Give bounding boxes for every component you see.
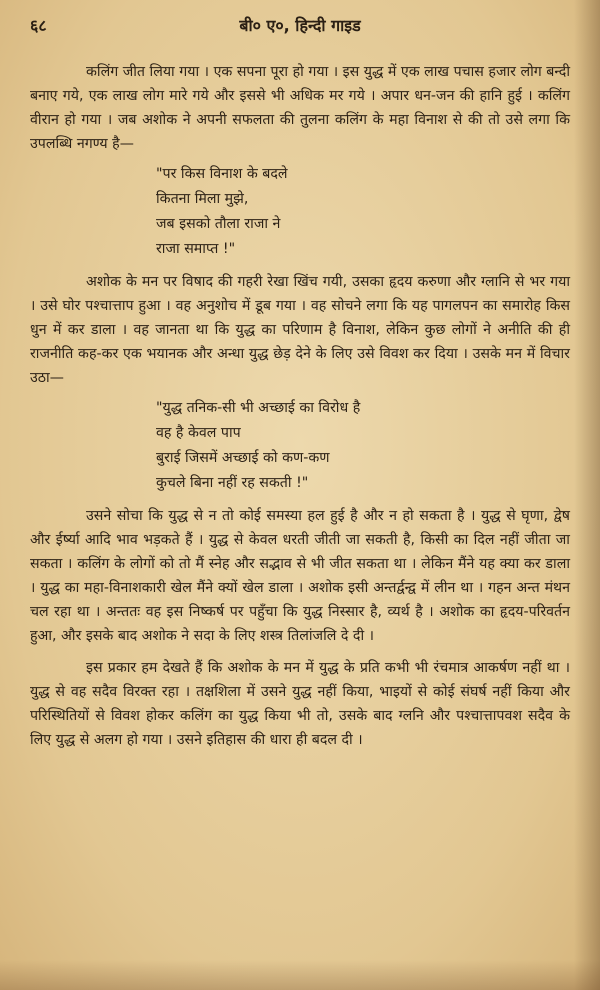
page-number: ६८: [30, 16, 47, 35]
verse-line: जब इसको तौला राजा ने: [156, 216, 281, 232]
paragraph-conclusion: इस प्रकार हम देखते हैं कि अशोक के मन में युद्ध के प्रति कभी भी रंचमात्र आकर्षण नहीं था । युद्ध से वह सदैव विरक्त रहा । तक्षशिला में उसने युद्ध नहीं किया, भाइयों से कोई संघर्ष नहीं किया और परिस्थितियों से विवश होकर कलिंग का युद्ध किया भी तो, उसके बाद ग्लनि और पश्चात्तापवश सदैव के लिए युद्ध से अलग हो गया । उसने इतिहास की धारा ही बदल दी ।: [30, 660, 570, 748]
verse-line: बुराई जिसमें अच्छाई को कण-कण: [156, 450, 330, 466]
paragraph-kalinga-conquest: कलिंग जीत लिया गया । एक सपना पूरा हो गया । इस युद्ध में एक लाख पचास हजार लोग बन्दी बनाए गये, एक लाख लोग मारे गये और इससे भी अधिक मर गये । अपार धन-जन की हानि हुई । कलिंग वीरान हो गया । जब अशोक ने अपनी सफलता की तुलना कलिंग के महा विनाश से की तो उसे लगा कि उपलब्धि नगण्य है—: [30, 64, 570, 152]
verse-block-1: [156, 162, 570, 262]
verse-block-2: [156, 396, 570, 496]
verse-line: वह है केवल पाप: [156, 425, 241, 441]
verse-line: कुचले बिना नहीं रह सकती !": [156, 475, 309, 491]
verse-line: "पर किस विनाश के बदले: [156, 166, 288, 182]
page-edge-shadow: [574, 0, 600, 990]
page-header: [30, 14, 570, 38]
verse-line: "युद्ध तनिक-सी भी अच्छाई का विरोध है: [156, 400, 361, 416]
paragraph-war-futility: उसने सोचा कि युद्ध से न तो कोई समस्या हल हुई है और न हो सकता है । युद्ध से घृणा, द्वेष और ईर्ष्या आदि भाव भड़कते हैं । युद्ध से केवल धरती जीती जा सकती है, किसी का दिल नहीं जीता जा सकता । कलिंग के लोगों को तो मैं स्नेह और सद्भाव से भी जीत सकता था । लेकिन मैंने यह क्या कर डाला । युद्ध का महा-विनाशकारी खेल मैंने क्यों खेल डाला । अशोक इसी अन्तर्द्वन्द्व में लीन था । गहन अन्त मंथन चल रहा था । अन्ततः वह इस निष्कर्ष पर पहुँचा कि युद्ध निस्सार है, व्यर्थ है । अशोक का हृदय-परिवर्तन हुआ, और इसके बाद अशोक ने सदा के लिए शस्त्र तिलांजलि दे दी ।: [30, 508, 570, 644]
page-bottom-shadow: [0, 960, 600, 990]
verse-line: कितना मिला मुझे,: [156, 191, 249, 207]
running-title: बी० ए०, हिन्दी गाइड: [239, 16, 361, 35]
page-body: [30, 60, 570, 752]
verse-line: राजा समाप्त !": [156, 241, 236, 257]
paragraph-ashoka-remorse: अशोक के मन पर विषाद की गहरी रेखा खिंच गयी, उसका हृदय करुणा और ग्लानि से भर गया । उसे घोर पश्चात्ताप हुआ । वह अनुशोच में डूब गया । वह सोचने लगा कि यह पागलपन का समारोह किस धुन में कर डाला । वह जानता था कि युद्ध का परिणाम है विनाश, लेकिन कुछ लोगों ने अनीति की ही राजनीति कह-कर एक भयानक और अन्धा युद्ध छेड़ देने के लिए उसे विवश कर दिया । उसके मन में विचार उठा—: [30, 274, 570, 386]
